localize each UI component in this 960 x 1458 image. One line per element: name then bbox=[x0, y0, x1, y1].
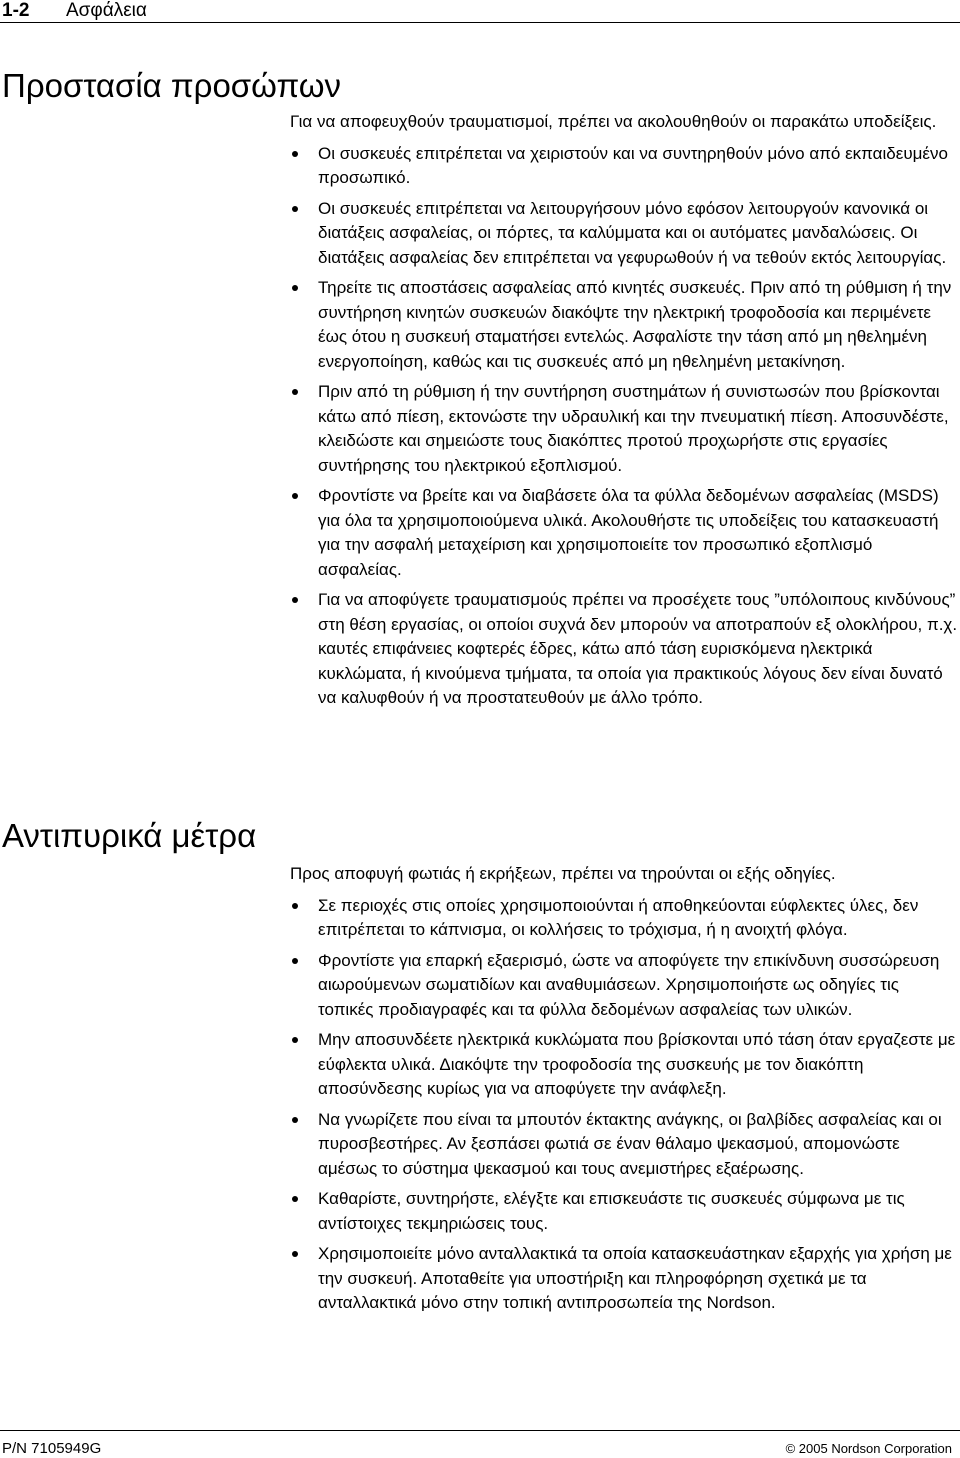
bullet-icon bbox=[292, 493, 298, 499]
section-intro: Για να αποφευχθούν τραυματισμοί, πρέπει να ακολουθηθούν οι παρακάτω υποδείξεις. bbox=[290, 112, 937, 131]
list-item: Οι συσκευές επιτρέπεται να χειριστούν και να συντηρηθούν μόνο από εκπαιδευμένο προσωπικό. bbox=[290, 142, 958, 191]
bullet-icon bbox=[292, 389, 298, 395]
page-footer bbox=[0, 1430, 960, 1458]
section-intro: Προς αποφυγή φωτιάς ή εκρήξεων, πρέπει να τηρούνται οι εξής οδηγίες. bbox=[290, 864, 836, 883]
section-title-fire-protection: Αντιπυρικά μέτρα bbox=[2, 817, 257, 854]
bullet-list bbox=[290, 894, 958, 1316]
bullet-icon bbox=[292, 151, 298, 157]
list-item: Φροντίστε για επαρκή εξαερισμό, ώστε να αποφύγετε την επικίνδυνη συσσώρευση αιωρούμενων σωματιδίων και αναθυμιάσεων. Χρησιμοποιήστε ως οδηγίες τις τοπικές προδιαγραφές και τα φύλλα δεδομένων ασφαλείας των υλικών. bbox=[290, 949, 958, 1023]
section-title-personal-protection: Προστασία προσώπων bbox=[2, 67, 342, 104]
list-item: Οι συσκευές επιτρέπεται να λειτουργήσουν μόνο εφόσον λειτουργούν κανονικά οι διατάξεις ασφαλείας, οι πόρτες, τα καλύμματα και οι αυτόματες μανδαλώσεις. Οι διατάξεις ασφαλείας δεν επιτρέπεται να γεφυρωθούν ή να τεθούν εκτός λειτουργίας. bbox=[290, 197, 958, 271]
list-item: Καθαρίστε, συντηρήστε, ελέγξτε και επισκευάστε τις συσκευές σύμφωνα με τις αντίστοιχες τεκμηριώσεις τους. bbox=[290, 1187, 958, 1236]
bullet-icon bbox=[292, 285, 298, 291]
bullet-icon bbox=[292, 206, 298, 212]
list-item: Μην αποσυνδέετε ηλεκτρικά κυκλώματα που βρίσκονται υπό τάση όταν εργαζεστε με εύφλεκτα υλικά. Διακόψτε την τροφοδοσία της συσκευής με τον διακόπτη αποσύνδεσης κυρίως για να αποφύγετε την ανάφλεξη. bbox=[290, 1028, 958, 1102]
bullet-icon bbox=[292, 1196, 298, 1202]
header-title: Ασφάλεια bbox=[66, 0, 147, 21]
bullet-icon bbox=[292, 1251, 298, 1257]
bullet-icon bbox=[292, 1117, 298, 1123]
list-item: Να γνωρίζετε που είναι τα μπουτόν έκτακτης ανάγκης, οι βαλβίδες ασφαλείας και οι πυροσβεστήρες. Αν ξεσπάσει φωτιά σε έναν θάλαμο ψεκασμού, απομονώστε αμέσως το σύστημα ψεκασμού και τους ανεμιστήρες εξαέρωσης. bbox=[290, 1108, 958, 1182]
copyright: © 2005 Nordson Corporation bbox=[785, 1441, 952, 1456]
bullet-icon bbox=[292, 958, 298, 964]
part-number: P/N 7105949G bbox=[2, 1440, 102, 1457]
section-body-fire-protection bbox=[290, 862, 958, 1322]
bullet-icon bbox=[292, 597, 298, 603]
list-item: Τηρείτε τις αποστάσεις ασφαλείας από κινητές συσκευές. Πριν από τη ρύθμιση ή την συντήρηση κινητών συσκευών διακόψτε την ηλεκτρική τροφοδοσία και περιμένετε έως ότου η συσκευή σταματήσει εντελώς. Ασφαλίστε την τάση από μη ηθελημένη ενεργοποίηση, καθώς και τις συσκευές από μη ηθελημένη μετακίνηση. bbox=[290, 276, 958, 374]
list-item: Χρησιμοποιείτε μόνο ανταλλακτικά τα οποία κατασκευάστηκαν εξαρχής για χρήση με την συσκευή. Αποταθείτε για υποστήριξη και πληροφόρηση σχετικά με τα ανταλλακτικά μόνο στην τοπική αντιπροσωπεία της Nordson. bbox=[290, 1242, 958, 1316]
bullet-icon bbox=[292, 903, 298, 909]
list-item: Πριν από τη ρύθμιση ή την συντήρηση συστημάτων ή συνιστωσών που βρίσκονται κάτω από πίεση, εκτονώστε την υδραυλική και την πνευματική πίεση. Αποσυνδέστε, κλειδώστε και σημειώστε τους διακόπτες προτού προχωρήστε στις εργασίες συντήρησης του ηλεκτρικού εξοπλισμού. bbox=[290, 380, 958, 478]
section-body-personal-protection bbox=[290, 110, 958, 717]
list-item: Φροντίστε να βρείτε και να διαβάσετε όλα τα φύλλα δεδομένων ασφαλείας (MSDS) για όλα τα χρησιμοποιούμενα υλικά. Ακολουθήστε τις υποδείξεις του κατασκευαστή για την ασφαλή μεταχείριση και χρησιμοποιείτε τον προσωπικό εξοπλισμό ασφαλείας. bbox=[290, 484, 958, 582]
bullet-icon bbox=[292, 1037, 298, 1043]
list-item: Για να αποφύγετε τραυματισμούς πρέπει να προσέχετε τους ”υπόλοιπους κινδύνους” στη θέση εργασίας, οι οποίοι συχνά δεν μπορούν να αποτραπούν εξ ολοκλήρου, π.χ. καυτές επιφάνειες κοφτερές έδρες, κάτω από τάση ευρισκόμενα ηλεκτρικά κυκλώματα, ή κινούμενα τμήματα, τα οποία για πρακτικούς λόγους δεν είναι δυνατό να καλυφθούν ή να προστατευθούν με άλλο τρόπο. bbox=[290, 588, 958, 711]
list-item: Σε περιοχές στις οποίες χρησιμοποιούνται ή αποθηκεύονται εύφλεκτες ύλες, δεν επιτρέπεται το κάπνισμα, οι κολλήσεις το τρόχισμα, ή η ανοιχτή φλόγα. bbox=[290, 894, 958, 943]
bullet-list bbox=[290, 142, 958, 711]
page-header bbox=[0, 0, 960, 23]
page-number: 1-2 bbox=[2, 0, 30, 21]
